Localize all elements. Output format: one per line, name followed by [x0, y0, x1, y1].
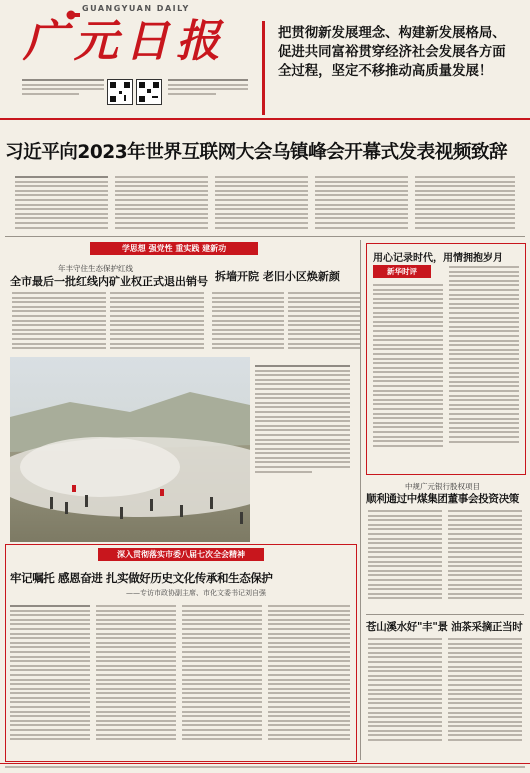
- feature-body-col2: [96, 605, 176, 755]
- brand-english: GUANGYUAN DAILY: [82, 4, 190, 13]
- feature-box: [5, 544, 357, 762]
- right-commentary-box: [366, 243, 526, 475]
- story3-divider: [366, 614, 524, 615]
- story2-headline: 顺利通过中煤集团董事会投资决策: [366, 493, 519, 505]
- masthead-slogan: 把贯彻新发展理念、构建新发展格局、促进共同富裕贯穿经济社会发展各方面全过程，坚定不移推动高质量发展！: [278, 26, 506, 79]
- middle-story-body-a: [212, 292, 284, 354]
- lead-body-col4: [315, 176, 408, 234]
- middle-story-body-b: [288, 292, 360, 354]
- story2-body-a: [368, 510, 442, 610]
- masthead: [0, 0, 530, 118]
- feature-headline: 牢记嘱托 感恩奋进 扎实做好历史文化传承和生态保护: [10, 571, 273, 585]
- photo-caption: [255, 365, 350, 535]
- feature-body-col3: [182, 605, 262, 755]
- lead-body-col5: [415, 176, 515, 234]
- footer-rule: [0, 763, 530, 764]
- commentary-headline: 用心记录时代，用情拥抱岁月: [373, 253, 503, 264]
- right-column-divider: [360, 240, 361, 760]
- campaign-banner: 学思想 强党性 重实践 建新功: [90, 242, 258, 255]
- left-story-headline: 全市最后一批红线内矿业权正式退出销号: [10, 275, 208, 288]
- story3-headline: 苍山溪水好"丰"景 油茶采摘正当时: [366, 621, 523, 633]
- plenary-banner: 深入贯彻落实市委八届七次全会精神: [98, 548, 264, 561]
- commentary-label: 新华时评: [373, 265, 431, 278]
- lead-body-col3: [215, 176, 308, 234]
- middle-story-headline: 拆墙开院 老旧小区焕新颜: [215, 270, 340, 283]
- qr-code-icon: [136, 79, 162, 105]
- edition-info-left: [22, 79, 104, 97]
- feature-subhead: ——专访市政协副主席、市化文委书记刘自强: [126, 589, 266, 597]
- newspaper-logo-icon: [66, 5, 80, 15]
- edition-info-middle: [168, 79, 248, 97]
- masthead-divider: [262, 21, 265, 115]
- left-story-body-b: [110, 292, 204, 354]
- section-divider: [5, 236, 525, 237]
- lead-headline: 习近平向2023年世界互联网大会乌镇峰会开幕式发表视频致辞: [5, 142, 508, 163]
- story3-body-b: [448, 638, 522, 756]
- story2-kicker: 中规广元银行股权项目: [405, 482, 480, 491]
- lead-body-col1: [15, 176, 108, 234]
- feature-body-col4: [268, 605, 350, 755]
- lead-body-col2: [115, 176, 208, 234]
- commentary-body-b: [449, 266, 519, 467]
- top-rule: [0, 118, 530, 120]
- footer-info: [5, 766, 525, 771]
- story3-body-a: [368, 638, 442, 756]
- qr-code-icon: [107, 79, 133, 105]
- feature-body-col1: [10, 605, 90, 755]
- newspaper-title: 广元日报: [23, 16, 227, 67]
- left-story-kicker: 年丰守住生态保护红线: [58, 264, 133, 273]
- left-story-body-a: [12, 292, 106, 354]
- story2-body-b: [448, 510, 522, 610]
- commentary-body-a: [373, 284, 443, 467]
